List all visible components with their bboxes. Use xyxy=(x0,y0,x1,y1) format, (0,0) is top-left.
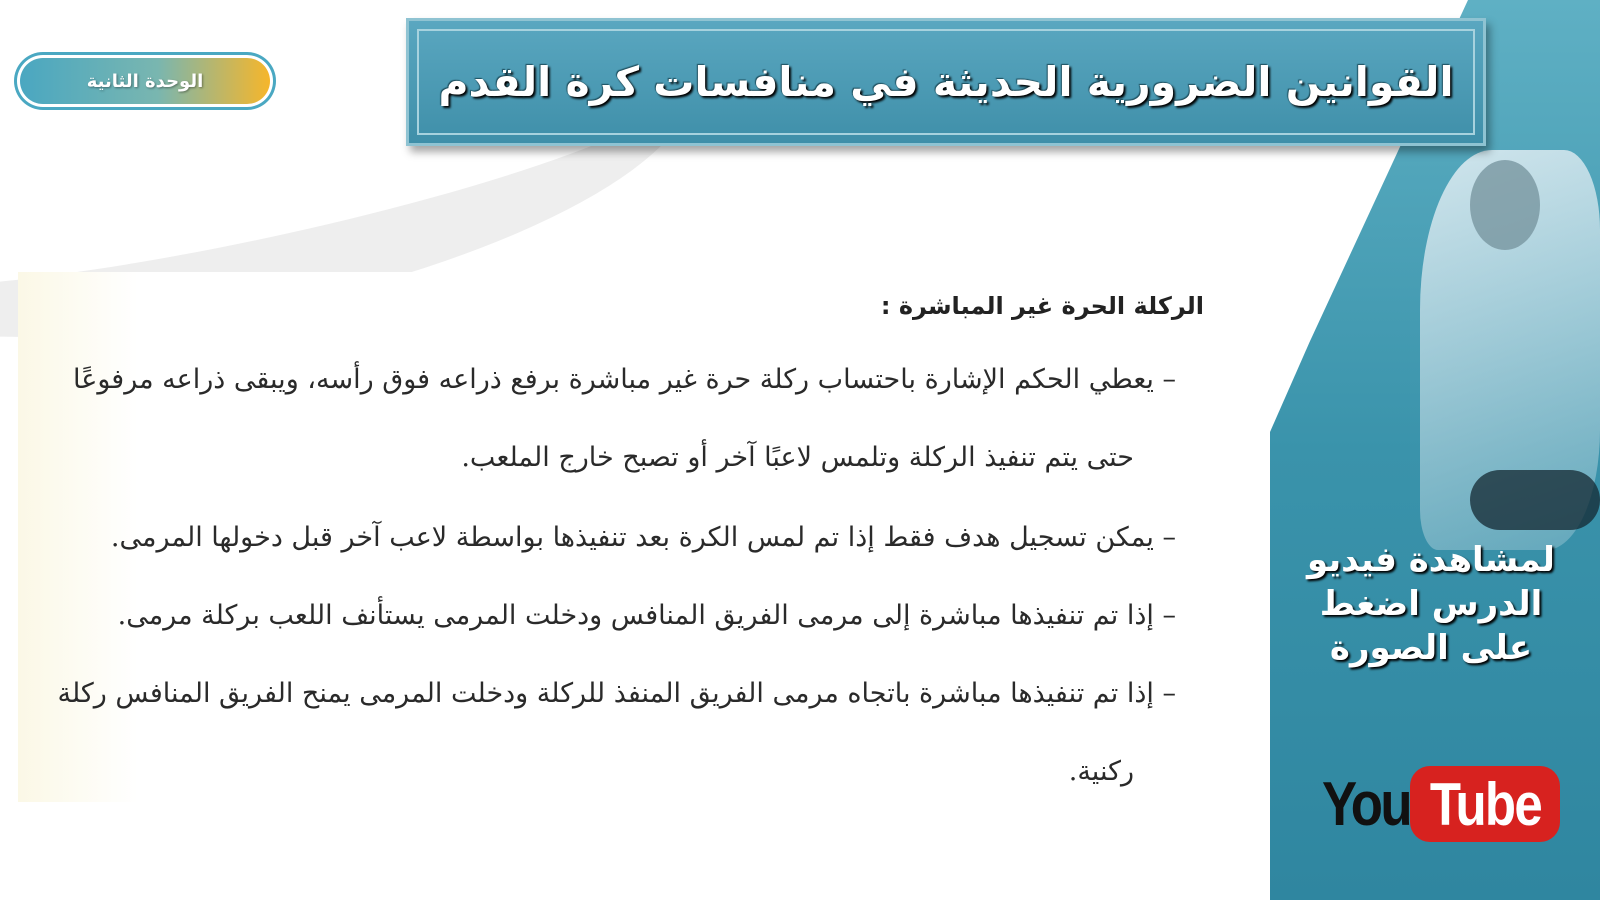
bullet-marker: – xyxy=(1162,522,1176,553)
section-heading: الركلة الحرة غير المباشرة : xyxy=(880,292,1204,320)
bullet-4-text: إذا تم تنفيذها مباشرة باتجاه مرمى الفريق المنفذ للركلة ودخلت المرمى يمنح الفريق المنافس ركلة xyxy=(57,678,1154,709)
cta-line-2: الدرس اضغط xyxy=(1319,584,1543,624)
unit-badge-inner xyxy=(20,58,270,104)
runner-head xyxy=(1470,160,1540,250)
youtube-logo-you: You xyxy=(1322,769,1410,839)
bullet-3-line-1 xyxy=(118,600,1176,631)
runner-leg xyxy=(1470,470,1600,530)
bullet-marker: – xyxy=(1162,600,1176,631)
bullet-2-text: يمكن تسجيل هدف فقط إذا تم لمس الكرة بعد تنفيذها بواسطة لاعب آخر قبل دخولها المرمى. xyxy=(110,522,1154,553)
bullet-1-text: يعطي الحكم الإشارة باحتساب ركلة حرة غير مباشرة برفع ذراعه فوق رأسه، ويبقى ذراعه مرفوعًا xyxy=(73,364,1154,395)
bullet-marker: – xyxy=(1162,364,1176,395)
bullet-marker: – xyxy=(1162,678,1176,709)
cta-line-1: لمشاهدة فيديو xyxy=(1307,540,1555,580)
bullet-2-line-1 xyxy=(111,522,1176,553)
bullet-1-line-1 xyxy=(73,364,1176,395)
bullet-3-text: إذا تم تنفيذها مباشرة إلى مرمى الفريق المنافس ودخلت المرمى يستأنف اللعب بركلة مرمى. xyxy=(117,600,1154,631)
title-banner xyxy=(406,18,1486,146)
bullet-1-line-2: حتى يتم تنفيذ الركلة وتلمس لاعبًا آخر أو تصبح خارج الملعب. xyxy=(461,442,1134,473)
bullet-4-line-1 xyxy=(58,678,1176,709)
youtube-logo-tube: Tube xyxy=(1429,770,1541,838)
youtube-logo-link[interactable] xyxy=(1322,762,1546,846)
lesson-content xyxy=(18,272,1248,802)
title-banner-frame xyxy=(417,29,1475,135)
unit-badge xyxy=(14,52,276,110)
unit-badge-label: الوحدة الثانية xyxy=(86,70,204,92)
youtube-logo-box xyxy=(1410,766,1561,842)
video-cta[interactable] xyxy=(1300,538,1562,670)
cta-line-3: على الصورة xyxy=(1329,628,1533,668)
bullet-4-line-2: ركنية. xyxy=(1068,756,1134,787)
page-title: القوانين الضرورية الحديثة في منافسات كرة القدم xyxy=(438,58,1454,106)
